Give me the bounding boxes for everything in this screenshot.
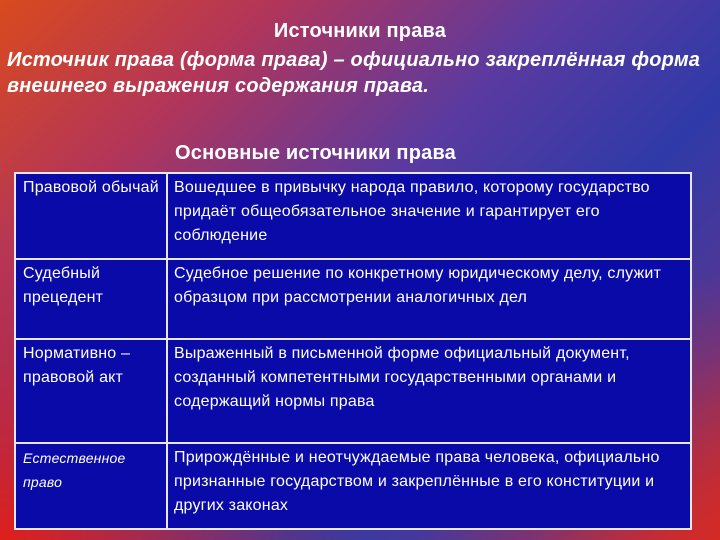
term-cell: Естественное право (15, 443, 167, 529)
description-cell: Судебное решение по конкретному юридическому делу, служит образцом при рассмотрении аналогичных дел (167, 259, 691, 339)
description-cell: Прирождённые и неотчуждаемые права человека, официально признанные государством и закреплённые в его конституции и других законах (167, 443, 691, 529)
description-cell: Вошедшее в привычку народа правило, которому государство придаёт общеобязательное значение и гарантирует его соблюдение (167, 173, 691, 259)
table-subtitle: Основные источники права (175, 142, 457, 164)
table-row (15, 443, 691, 529)
definition-text: Источник права (форма права) – официально закреплённая форма внешнего выражения содержания права. (7, 49, 701, 97)
term-cell: Судебный прецедент (15, 259, 167, 339)
sources-table (14, 172, 692, 530)
slide-title: Источники права (273, 20, 447, 42)
description-cell: Выраженный в письменной форме официальный документ, созданный компетентными государственными органами и содержащий нормы права (167, 339, 691, 443)
term-cell: Нормативно – правовой акт (15, 339, 167, 443)
table-row (15, 173, 691, 259)
table-row (15, 259, 691, 339)
table-row (15, 339, 691, 443)
term-cell: Правовой обычай (15, 173, 167, 259)
